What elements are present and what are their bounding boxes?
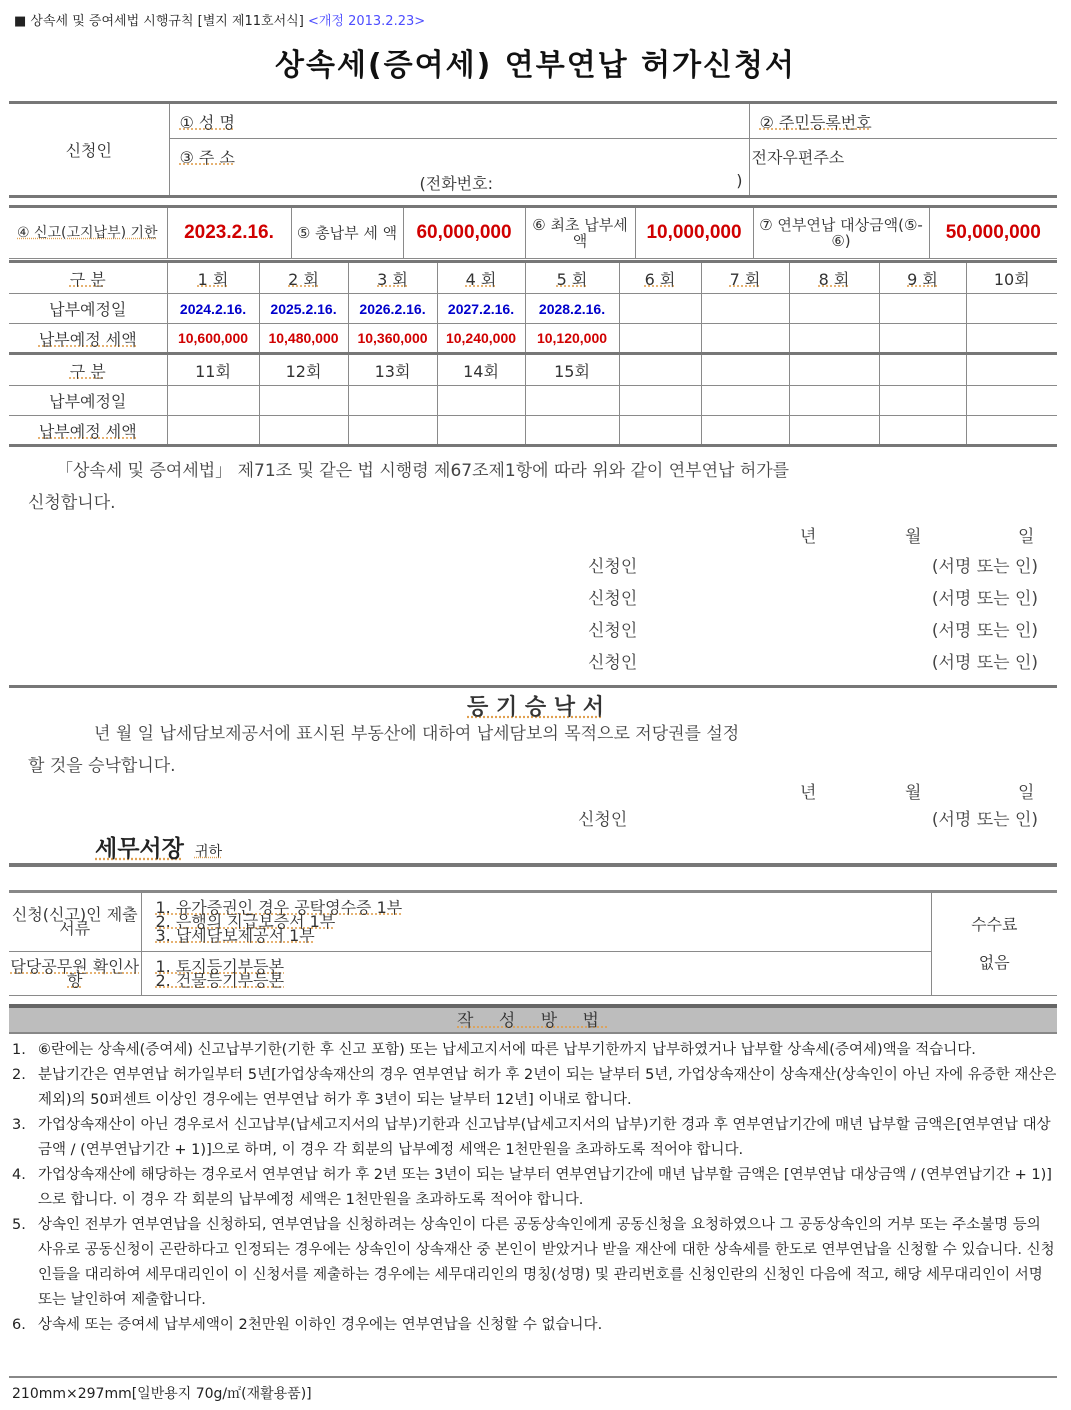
initial-tax-value[interactable]: 10,000,000	[635, 207, 753, 259]
due-date-cell[interactable]	[259, 386, 348, 416]
category-label: 구 분	[9, 262, 167, 294]
amount-row-1	[9, 324, 1057, 354]
instructions-title: 작 성 방 법	[9, 1004, 1057, 1034]
due-date-cell[interactable]	[879, 294, 966, 324]
amount-label: 납부예정 세액	[9, 324, 167, 354]
installment-header	[619, 354, 701, 386]
amount-cell[interactable]	[619, 324, 701, 354]
amount-cell[interactable]	[167, 416, 259, 446]
applicant-section-label: 신청인	[9, 103, 169, 197]
signer-row[interactable]: 신청인 (서명 또는 인)	[588, 557, 1038, 577]
tax-summary-table	[9, 205, 1057, 259]
due-date-cell[interactable]	[619, 386, 701, 416]
initial-tax-label: ⑥ 최초 납부세액	[525, 207, 635, 259]
name-label: ① 성 명	[179, 112, 235, 132]
paper-size-footer: 210mm×297mm[일반용지 70g/㎡(재활용품)]	[12, 1386, 312, 1402]
total-tax-label: ⑤ 총납부 세 액	[291, 207, 403, 259]
due-date-cell[interactable]	[966, 386, 1057, 416]
date-month: 월	[905, 527, 922, 547]
installment-target-label: ⑦ 연부연납 대상금액(⑤-⑥)	[753, 207, 929, 259]
due-date-cell[interactable]	[701, 294, 789, 324]
instruction-item: 2. 분납기간은 연부연납 허가일부터 5년[가업상속재산의 경우 연부연납 허가 후 2년이 되는 날부터 5년, 가업상속재산이 상속재산(상속인이 아닌 자에 유증한 재산은 제외)의 50퍼센트 이상인 경우에는 연부연납 허가 후 3년이 되는 날부터 12년] 이내로 합니다.	[12, 1067, 1057, 1108]
amount-cell[interactable]	[879, 324, 966, 354]
form-ref-text: ■ 상속세 및 증여세법 시행규칙 [별지 제11호서식]	[14, 14, 304, 29]
fee-label: 수수료	[971, 915, 1018, 934]
schedule-header-row-1	[9, 262, 1057, 294]
revision-date: <개정 2013.2.23>	[307, 14, 426, 29]
total-tax-value[interactable]: 60,000,000	[403, 207, 525, 259]
installment-header: 7 회	[701, 262, 789, 294]
amount-cell[interactable]	[259, 416, 348, 446]
email-label: 전자우편주소	[751, 148, 845, 167]
due-date-cell[interactable]	[619, 294, 701, 324]
consent-text: 년 월 일 납세담보제공서에 표시된 부동산에 대하여 납세담보의 목적으로 저당권를 설정 할 것을 승낙합니다.	[28, 724, 740, 776]
consent-signer-row[interactable]	[578, 805, 1038, 830]
verify-list: 1. 토지등기부등본 2. 건물등기부등본	[141, 952, 931, 996]
amount-label: 납부예정 세액	[9, 416, 167, 446]
amount-cell[interactable]	[437, 416, 525, 446]
signer-row[interactable]: 신청인 (서명 또는 인)	[588, 589, 1038, 609]
amount-cell[interactable]	[966, 416, 1057, 446]
divider	[9, 863, 1057, 867]
amount-cell[interactable]: 10,480,000	[259, 324, 348, 354]
divider	[9, 685, 1057, 688]
instruction-item: 4. 가업상속재산에 해당하는 경우로서 연부연납 허가 후 2년 또는 3년이 되는 날부터 연부연납기간에 매년 납부할 금액은 [연부연납 대상금액 / (연부연납기간 + 1)]으로 합니다. 이 경우 각 회분의 납부예정 세액은 1천만원을 초과하도록 적어야 합니다.	[12, 1167, 1052, 1208]
amount-cell[interactable]	[789, 324, 879, 354]
installment-header: 11회	[167, 354, 259, 386]
amount-cell[interactable]: 10,360,000	[348, 324, 437, 354]
installment-header	[789, 354, 879, 386]
instruction-item: 6. 상속세 또는 증여세 납부세액이 2천만원 이하인 경우에는 연부연납을 신청할 수 없습니다.	[12, 1317, 603, 1333]
due-date-cell[interactable]	[966, 294, 1057, 324]
addressee: 세무서장 귀하	[95, 836, 223, 862]
documents-table	[9, 890, 1057, 996]
date-year: 년	[800, 527, 817, 547]
rrn-field[interactable]	[749, 103, 1057, 139]
due-date-cell[interactable]	[789, 294, 879, 324]
instructions-list	[12, 1038, 1058, 1338]
submit-docs-label: 신청(신고)인 제출서류	[9, 892, 141, 952]
installment-header: 5 회	[525, 262, 619, 294]
due-date-cell[interactable]	[437, 386, 525, 416]
due-date-label: 납부예정일	[9, 294, 167, 324]
instruction-item: 3. 가업상속재산이 아닌 경우로서 신고납부(납세고지서의 납부)기한과 신고납부(납세고지서의 납부)기한 경과 후 연부연납기간에 매년 납부할 금액은[연부연납 대상금액 / (연부연납기간 + 1)]으로 하며, 이 경우 각 회분의 납부예정 세액은 1천만원을 초과하도록 적어야 합니다.	[12, 1117, 1051, 1158]
amount-cell[interactable]: 10,600,000	[167, 324, 259, 354]
installment-header	[966, 354, 1057, 386]
instruction-item: 5. 상속인 전부가 연부연납을 신청하되, 연부연납을 신청하려는 상속인이 다른 공동상속인에게 공동신청을 요청하였으나 그 공동상속인의 거부 또는 주소불명 등의 사유로 공동신청이 곤란하다고 인정되는 경우에는 상속인이 상속재산 중 본인이 받았거나 받을 재산에 대한 상속세를 한도로 연부연납을 신청할 수 있습니다. 신청인들을 대리하여 세무대리인이 이 신청서를 제출하는 경우에는 세무대리인의 명칭(성명) 및 관리번호를 신청인란의 신청인 다음에 적고, 해당 세무대리인이 서명 또는 날인하여 제출합니다.	[12, 1217, 1055, 1308]
installment-header: 4 회	[437, 262, 525, 294]
amount-cell[interactable]	[789, 416, 879, 446]
applicant-table	[9, 101, 1057, 198]
amount-cell[interactable]: 10,120,000	[525, 324, 619, 354]
address-field[interactable]	[169, 139, 749, 197]
schedule-header-row-2	[9, 354, 1057, 386]
consent-signer-label: 신청인	[578, 810, 628, 830]
amount-cell[interactable]	[701, 416, 789, 446]
signer-list	[588, 552, 1038, 680]
due-date-cell[interactable]	[879, 386, 966, 416]
instruction-item: 1. ⑥란에는 상속세(증여세) 신고납부기한(기한 후 신고 포함) 또는 납세고지서에 따른 납부기한까지 납부하였거나 납부할 상속세(증여세)액을 적습니다.	[12, 1042, 976, 1058]
amount-row-2	[9, 416, 1057, 446]
form-reference	[14, 10, 425, 29]
due-date-cell[interactable]	[701, 386, 789, 416]
declaration-text: 「상속세 및 증여세법」 제71조 및 같은 법 시행령 제67조제1항에 따라 위와 같이 연부연납 허가를 신청합니다.	[28, 461, 790, 513]
amount-cell[interactable]	[619, 416, 701, 446]
installment-header: 3 회	[348, 262, 437, 294]
date-day: 일	[1018, 527, 1035, 547]
email-field[interactable]	[749, 139, 1057, 197]
amount-cell[interactable]	[966, 324, 1057, 354]
phone-label: (전화번호:	[419, 174, 493, 193]
installment-header: 15회	[525, 354, 619, 386]
installment-header: 10회	[966, 262, 1057, 294]
signer-row[interactable]: 신청인 (서명 또는 인)	[588, 621, 1038, 641]
due-date-cell[interactable]: 2028.2.16.	[525, 294, 619, 324]
deadline-value[interactable]: 2023.2.16.	[167, 207, 291, 259]
amount-cell[interactable]: 10,240,000	[437, 324, 525, 354]
due-date-cell[interactable]	[348, 386, 437, 416]
due-date-row-1	[9, 294, 1057, 324]
due-date-cell[interactable]: 2025.2.16.	[259, 294, 348, 324]
amount-cell[interactable]	[701, 324, 789, 354]
installment-header: 13회	[348, 354, 437, 386]
category-label: 구 분	[9, 354, 167, 386]
address-label: ③ 주 소	[179, 148, 235, 167]
due-date-cell[interactable]: 2024.2.16.	[167, 294, 259, 324]
consent-date-day: 일	[1018, 783, 1035, 803]
amount-cell[interactable]	[525, 416, 619, 446]
payment-schedule-table	[9, 260, 1057, 447]
amount-cell[interactable]	[348, 416, 437, 446]
due-date-cell[interactable]	[789, 386, 879, 416]
consent-signer-sign: (서명 또는 인)	[931, 810, 1038, 830]
due-date-cell[interactable]	[167, 386, 259, 416]
installment-header: 12회	[259, 354, 348, 386]
name-field[interactable]	[169, 103, 749, 139]
consent-date-year: 년	[800, 783, 817, 803]
due-date-row-2	[9, 386, 1057, 416]
installment-header: 2 회	[259, 262, 348, 294]
deadline-label: ④ 신고(고지납부) 기한	[9, 207, 167, 259]
phone-close: )	[736, 171, 743, 190]
installment-header: 6 회	[619, 262, 701, 294]
submit-docs-list: 1. 유가증권인 경우 공탁영수증 1부 2. 은행의 지급보증서 1부 3. 납세담보제공서 1부	[141, 892, 931, 952]
verify-label: 담당공무원 확인사항	[9, 952, 141, 996]
installment-header: 14회	[437, 354, 525, 386]
due-date-cell[interactable]: 2026.2.16.	[348, 294, 437, 324]
installment-header: 8 회	[789, 262, 879, 294]
due-date-cell[interactable]: 2027.2.16.	[437, 294, 525, 324]
installment-header	[879, 354, 966, 386]
consent-date-month: 월	[905, 783, 922, 803]
signer-row[interactable]: 신청인 (서명 또는 인)	[588, 653, 1038, 673]
fee-value: 없음	[978, 953, 1010, 972]
due-date-label: 납부예정일	[9, 386, 167, 416]
fee-cell	[931, 892, 1057, 996]
divider	[9, 1376, 1057, 1378]
consent-title: 등 기 승 낙 서	[467, 695, 604, 720]
installment-header	[701, 354, 789, 386]
page-title: 상속세(증여세) 연부연납 허가신청서	[274, 48, 796, 83]
amount-cell[interactable]	[879, 416, 966, 446]
installment-target-value[interactable]: 50,000,000	[929, 207, 1057, 259]
installment-header: 1 회	[167, 262, 259, 294]
due-date-cell[interactable]	[525, 386, 619, 416]
installment-header: 9 회	[879, 262, 966, 294]
rrn-label: ② 주민등록번호	[759, 112, 872, 132]
